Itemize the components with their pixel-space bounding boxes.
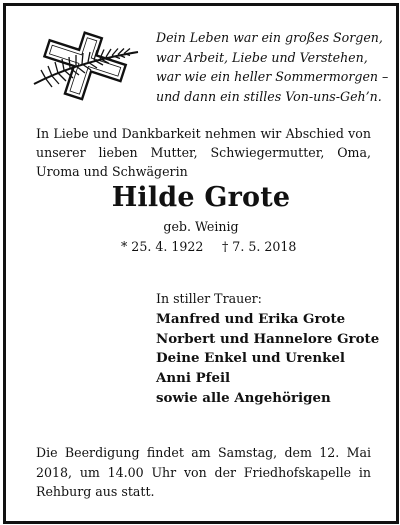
- death-date: † 7. 5. 2018: [222, 239, 297, 254]
- mourner-entry: Norbert und Hannelore Grote: [156, 330, 380, 347]
- mourning-label: In stiller Trauer:: [156, 291, 262, 306]
- birth-name: geb. Weinig: [163, 219, 239, 234]
- mourner-entry: Deine Enkel und Urenkel: [156, 350, 345, 367]
- deceased-name: Hilde Grote: [111, 182, 291, 213]
- birth-date: * 25. 4. 1922: [121, 239, 204, 254]
- obituary-notice: [3, 3, 399, 524]
- poem-line: war Arbeit, Liebe und Verstehen,: [156, 49, 368, 65]
- poem-line: Dein Leben war ein großes Sorgen,: [156, 30, 383, 45]
- mourner-entry: Manfred und Erika Grote: [156, 311, 346, 327]
- poem-line: und dann ein stilles Von-uns-Geh’n.: [156, 88, 382, 104]
- funeral-notice: Die Beerdigung findet am Samstag, dem 12. Mai 2018, um 14.00 Uhr von der Friedhofskapelle in Rehburg aus statt.: [36, 445, 371, 499]
- farewell-text: In Liebe und Dankbarkeit nehmen wir Abschied von unserer lieben Mutter, Schwiegermutter, Oma, Uroma und Schwägerin: [36, 126, 371, 179]
- mourner-entry: Anni Pfeil: [156, 370, 231, 387]
- cross-with-palm-branch-icon: [26, 24, 146, 102]
- mourner-entry: sowie alle Angehörigen: [156, 389, 331, 406]
- memorial-poem: [156, 28, 389, 106]
- poem-line: war wie ein heller Sommermorgen –: [156, 69, 389, 84]
- mourners-list: [156, 310, 379, 409]
